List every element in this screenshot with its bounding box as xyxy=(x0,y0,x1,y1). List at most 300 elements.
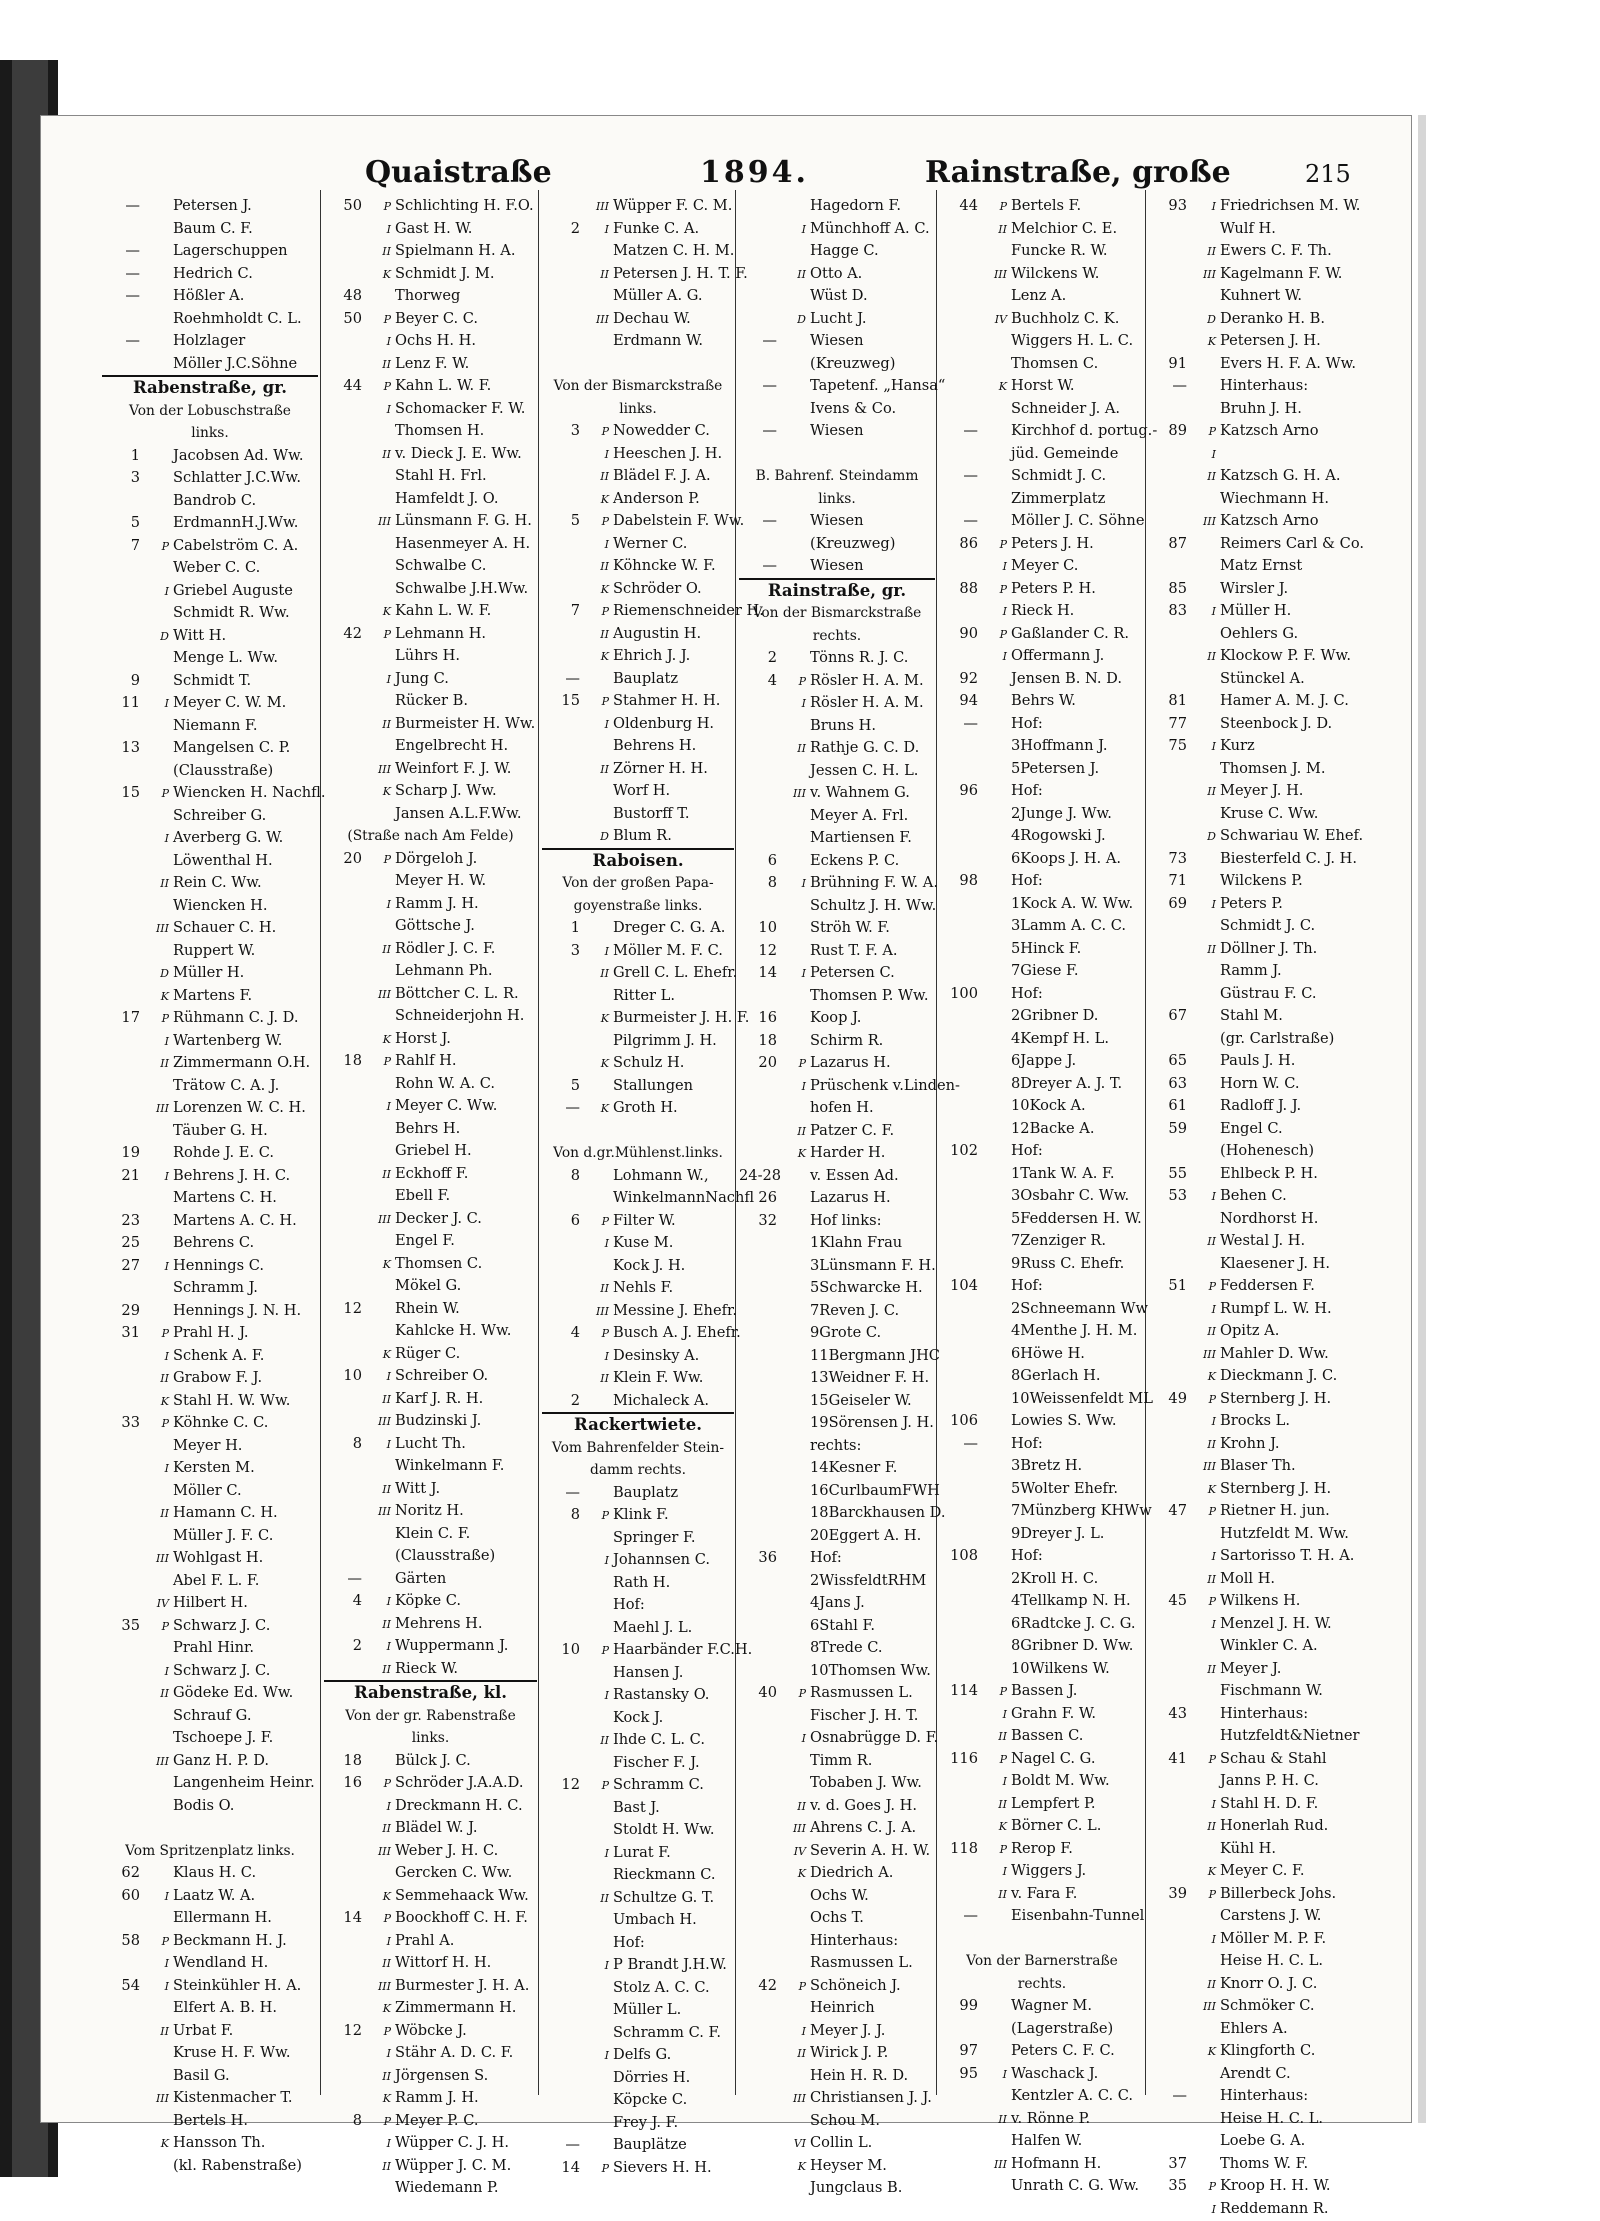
resident-name: ErdmannH.J.Ww. xyxy=(173,514,298,531)
house-number: 44 xyxy=(324,375,365,398)
directory-entry xyxy=(1149,1478,1407,1501)
resident-name: Feddersen F. xyxy=(1220,1277,1315,1294)
resident-name: Schmidt J. C. xyxy=(1011,467,1106,484)
resident-name: Boockhoff C. H. F. xyxy=(395,1909,528,1926)
directory-entry xyxy=(940,1478,1144,1501)
resident-name: Schmidt R. Ww. xyxy=(173,604,290,621)
resident-name: Rösler H. A. M. xyxy=(810,672,924,689)
floor-mark: I xyxy=(365,219,395,242)
house-number: 96 xyxy=(940,780,981,803)
resident-name: Zimmermann O.H. xyxy=(173,1054,310,1071)
house-number: — xyxy=(1149,2085,1190,2108)
resident-name: Bodis O. xyxy=(173,1797,234,1814)
resident-name: Kuhnert W. xyxy=(1220,287,1302,304)
directory-entry xyxy=(324,803,537,826)
house-number: 40 xyxy=(739,1682,780,1705)
resident-name: Oehlers G. xyxy=(1220,625,1298,642)
resident-name: Johannsen C. xyxy=(613,1551,710,1568)
floor-mark: P xyxy=(583,511,613,534)
house-number: 36 xyxy=(739,1547,780,1570)
resident-name: Müller A. G. xyxy=(613,287,703,304)
resident-name: Fischer F. J. xyxy=(613,1754,700,1771)
directory-entry xyxy=(102,353,318,376)
directory-entry xyxy=(940,803,1144,826)
resident-name: Buchholz C. K. xyxy=(1011,310,1119,327)
floor-mark: II xyxy=(583,264,613,287)
floor-mark: K xyxy=(365,264,395,287)
directory-entry xyxy=(102,308,318,331)
directory-entry xyxy=(1149,1793,1407,1816)
resident-name: Tobaben J. Ww. xyxy=(810,1774,922,1791)
house-number: 7 xyxy=(542,600,583,623)
directory-entry xyxy=(1149,1343,1407,1366)
resident-name: Engel C. xyxy=(1220,1120,1283,1137)
directory-entry xyxy=(324,1817,537,1840)
resident-name: Münchhoff A. C. xyxy=(810,220,930,237)
floor-mark: K xyxy=(1190,1479,1220,1502)
floor-mark: IV xyxy=(780,1841,810,1864)
resident-name: Engel F. xyxy=(395,1232,455,1249)
house-number: — xyxy=(940,713,981,736)
directory-entry xyxy=(1149,1928,1407,1951)
directory-entry xyxy=(542,1662,734,1685)
resident-name: Bertels F. xyxy=(1011,197,1081,214)
house-number: 47 xyxy=(1149,1500,1190,1523)
floor-mark: VI xyxy=(780,2133,810,2156)
directory-entry xyxy=(102,737,318,760)
directory-entry xyxy=(102,1345,318,1368)
house-number: 18 xyxy=(324,1050,365,1073)
directory-entry xyxy=(542,1774,734,1797)
directory-entry xyxy=(739,1997,935,2020)
resident-name: Eckens P. C. xyxy=(810,852,899,869)
directory-entry xyxy=(739,1525,935,1548)
directory-entry xyxy=(940,623,1144,646)
resident-name: Wuppermann J. xyxy=(395,1637,508,1654)
direction-note: Von der gr. Rabenstraße xyxy=(324,1705,537,1728)
directory-entry xyxy=(542,1007,734,1030)
directory-entry xyxy=(102,1187,318,1210)
directory-entry xyxy=(542,1819,734,1842)
directory-entry xyxy=(739,1322,935,1345)
directory-entry xyxy=(940,1095,1144,1118)
directory-entry xyxy=(940,1163,1144,1186)
floor-mark: P xyxy=(1190,1389,1220,1412)
column-rule xyxy=(936,190,937,2095)
floor-mark: P xyxy=(981,579,1011,602)
resident-name: Rathje G. C. D. xyxy=(810,739,919,756)
resident-name: Hutzfeldt M. Ww. xyxy=(1220,1525,1349,1542)
floor-mark: P xyxy=(583,1775,613,1798)
house-number: 19 xyxy=(102,1142,143,1165)
resident-name: Katzsch Arno xyxy=(1220,422,1319,439)
directory-entry xyxy=(739,1502,935,1525)
directory-entry xyxy=(1149,465,1407,488)
resident-name: Laatz W. A. xyxy=(173,1887,255,1904)
floor-mark: I xyxy=(1190,1299,1220,1322)
resident-name: Oldenburg H. xyxy=(613,715,714,732)
directory-entry xyxy=(739,1727,935,1750)
directory-entry xyxy=(940,1748,1144,1771)
house-number: 43 xyxy=(1149,1703,1190,1726)
directory-entry xyxy=(102,1210,318,1233)
directory-entry xyxy=(739,917,935,940)
floor-mark: K xyxy=(365,1254,395,1277)
resident-name: Otto A. xyxy=(810,265,862,282)
floor-mark: P xyxy=(143,1008,173,1031)
house-number: — xyxy=(102,240,143,263)
house-number: 6 xyxy=(739,850,780,873)
directory-entry xyxy=(940,1725,1144,1748)
directory-entry xyxy=(102,715,318,738)
page-number: 215 xyxy=(1305,160,1351,188)
direction-note: links. xyxy=(102,422,318,445)
directory-entry xyxy=(1149,2063,1407,2086)
resident-name: Wiesen xyxy=(810,512,864,529)
resident-name: Nehls F. xyxy=(613,1279,673,1296)
resident-name: Ivens & Co. xyxy=(810,400,896,417)
resident-name: Gödeke Ed. Ww. xyxy=(173,1684,293,1701)
resident-name: Bustorff T. xyxy=(613,805,689,822)
directory-entry xyxy=(324,1478,537,1501)
resident-name: Filter W. xyxy=(613,1212,676,1229)
resident-name: Severin A. H. W. xyxy=(810,1842,930,1859)
house-number: 10 xyxy=(739,917,780,940)
directory-entry xyxy=(102,467,318,490)
resident-name: Tschoepe J. F. xyxy=(173,1729,273,1746)
directory-entry xyxy=(542,1504,734,1527)
resident-name: Horst W. xyxy=(1011,377,1075,394)
house-number: — xyxy=(102,330,143,353)
directory-entry xyxy=(102,195,318,218)
directory-entry xyxy=(940,1005,1144,1028)
directory-entry xyxy=(940,1230,1144,1253)
resident-name: Langenheim Heinr. xyxy=(173,1774,315,1791)
house-number: 15 xyxy=(102,782,143,805)
house-number: 50 xyxy=(324,195,365,218)
floor-mark: IV xyxy=(143,1593,173,1616)
resident-name: 16CurlbaumFWH xyxy=(810,1482,940,1499)
directory-entry xyxy=(1149,330,1407,353)
floor-mark: I xyxy=(780,1076,810,1099)
floor-mark: K xyxy=(365,1344,395,1367)
floor-mark: P xyxy=(981,1839,1011,1862)
directory-entry xyxy=(739,285,935,308)
resident-name: Behen C. xyxy=(1220,1187,1287,1204)
house-number: 77 xyxy=(1149,713,1190,736)
directory-entry xyxy=(324,420,537,443)
resident-name: Schwariau W. Ehef. xyxy=(1220,827,1363,844)
resident-name: Hof: xyxy=(810,1549,842,1566)
floor-mark: K xyxy=(583,1098,613,1121)
directory-entry xyxy=(542,2134,734,2157)
floor-mark: III xyxy=(143,2088,173,2111)
street-heading: Raboisen. xyxy=(542,848,734,873)
house-number: 23 xyxy=(102,1210,143,1233)
directory-entry xyxy=(102,1277,318,1300)
street-heading: Rabenstraße, gr. xyxy=(102,375,318,400)
resident-name: Waschack J. xyxy=(1011,2065,1098,2082)
directory-entry xyxy=(739,1457,935,1480)
directory-entry xyxy=(324,983,537,1006)
resident-name: Matzen C. H. M. xyxy=(613,242,734,259)
directory-entry xyxy=(1149,1635,1407,1658)
directory-entry xyxy=(739,1277,935,1300)
directory-entry xyxy=(102,1457,318,1480)
directory-entry xyxy=(102,2155,318,2178)
floor-mark: K xyxy=(365,1886,395,1909)
resident-name: Brocks L. xyxy=(1220,1412,1290,1429)
floor-mark: K xyxy=(583,489,613,512)
resident-name: Carstens J. W. xyxy=(1220,1907,1321,1924)
resident-name: Schwarz J. C. xyxy=(173,1617,270,1634)
directory-entry xyxy=(739,1682,935,1705)
house-number: 100 xyxy=(940,983,981,1006)
directory-entry xyxy=(1149,398,1407,421)
directory-entry xyxy=(739,850,935,873)
directory-entry xyxy=(324,870,537,893)
directory-entry xyxy=(739,1547,935,1570)
directory-entry xyxy=(324,1568,537,1591)
directory-entry xyxy=(739,353,935,376)
resident-name: 19Sörensen J. H. xyxy=(810,1414,934,1431)
floor-mark: I xyxy=(365,399,395,422)
directory-entry xyxy=(940,420,1144,443)
directory-entry xyxy=(102,240,318,263)
floor-mark: II xyxy=(1190,241,1220,264)
floor-mark: K xyxy=(780,1863,810,1886)
directory-entry xyxy=(102,1907,318,1930)
house-number: 4 xyxy=(324,1590,365,1613)
resident-name: 2Kroll H. C. xyxy=(1011,1570,1098,1587)
resident-name: Hof: xyxy=(1011,782,1043,799)
directory-entry xyxy=(324,600,537,623)
resident-name: Ellermann H. xyxy=(173,1909,272,1926)
floor-mark: P xyxy=(583,2158,613,2181)
resident-name: Hagge C. xyxy=(810,242,879,259)
floor-mark: P xyxy=(365,2021,395,2044)
floor-mark: P xyxy=(365,1908,395,1931)
resident-name: Evers H. F. A. Ww. xyxy=(1220,355,1356,372)
resident-name: 7Giese F. xyxy=(1011,962,1079,979)
resident-name: 2WissfeldtRHM xyxy=(810,1572,926,1589)
resident-name: Lohmann W., xyxy=(613,1167,709,1184)
house-number: 16 xyxy=(739,1007,780,1030)
resident-name: Täuber G. H. xyxy=(173,1122,268,1139)
directory-entry xyxy=(940,1185,1144,1208)
resident-name: Michaleck A. xyxy=(613,1392,709,1409)
resident-name: Hof: xyxy=(1011,872,1043,889)
resident-name: Matz Ernst xyxy=(1220,557,1302,574)
direction-note: Vom Spritzenplatz links. xyxy=(102,1840,318,1863)
resident-name: Niemann F. xyxy=(173,717,258,734)
resident-name: Funcke R. W. xyxy=(1011,242,1108,259)
resident-name: Delfs G. xyxy=(613,2046,671,2063)
directory-entry xyxy=(739,1592,935,1615)
resident-name: Dabelstein F. Ww. xyxy=(613,512,744,529)
directory-entry xyxy=(1149,1275,1407,1298)
directory-entry xyxy=(324,735,537,758)
floor-mark: II xyxy=(365,2156,395,2179)
resident-name: Dörgeloh J. xyxy=(395,850,477,867)
directory-entry xyxy=(102,1975,318,1998)
resident-name: Mehrens H. xyxy=(395,1615,482,1632)
directory-entry xyxy=(739,1615,935,1638)
floor-mark: III xyxy=(780,2088,810,2111)
resident-name: Stallungen xyxy=(613,1077,693,1094)
directory-entry xyxy=(102,1862,318,1885)
resident-name: Hof: xyxy=(613,1596,645,1613)
resident-name: Mahler D. Ww. xyxy=(1220,1345,1329,1362)
resident-name: 7Münzberg KHWw xyxy=(1011,1502,1152,1519)
resident-name: Blädel W. J. xyxy=(395,1819,477,1836)
resident-name: Meyer J. J. xyxy=(810,2022,885,2039)
resident-name: 2Schneemann Ww xyxy=(1011,1300,1148,1317)
resident-name: v. d. Goes J. H. xyxy=(810,1797,917,1814)
directory-entry xyxy=(324,443,537,466)
house-number: 67 xyxy=(1149,1005,1190,1028)
resident-name: (kl. Rabenstraße) xyxy=(173,2157,302,2174)
floor-mark: I xyxy=(365,1591,395,1614)
resident-name: Meyer J. xyxy=(1220,1660,1281,1677)
directory-entry xyxy=(739,218,935,241)
resident-name: Baum C. F. xyxy=(173,220,253,237)
resident-name: Wittorf H. H. xyxy=(395,1954,491,1971)
resident-name: Möller J. C. Söhne xyxy=(1011,512,1144,529)
floor-mark: I xyxy=(1190,1546,1220,1569)
floor-mark: III xyxy=(1190,1456,1220,1479)
house-number: — xyxy=(739,330,780,353)
resident-name: jüd. Gemeinde xyxy=(1011,445,1118,462)
resident-name: Moll H. xyxy=(1220,1570,1275,1587)
resident-name: Ochs W. xyxy=(810,1887,869,1904)
floor-mark: P xyxy=(365,2111,395,2134)
floor-mark: K xyxy=(365,1029,395,1052)
directory-entry xyxy=(102,1075,318,1098)
directory-entry xyxy=(1149,1320,1407,1343)
floor-mark: P xyxy=(143,536,173,559)
directory-entry xyxy=(940,1050,1144,1073)
running-head-left: Quaistraße xyxy=(365,155,552,190)
floor-mark: I xyxy=(583,941,613,964)
resident-name: 8Gerlach H. xyxy=(1011,1367,1101,1384)
directory-entry xyxy=(940,533,1144,556)
floor-mark: P xyxy=(981,534,1011,557)
floor-mark: II xyxy=(583,963,613,986)
directory-entry xyxy=(1149,803,1407,826)
directory-entry xyxy=(1149,1118,1407,1141)
house-number: 60 xyxy=(102,1885,143,1908)
floor-mark: I xyxy=(143,1976,173,1999)
resident-name: v. Essen Ad. xyxy=(810,1167,899,1184)
resident-name: Hofmann H. xyxy=(1011,2155,1101,2172)
floor-mark: D xyxy=(780,309,810,332)
directory-entry xyxy=(940,1298,1144,1321)
house-number: 90 xyxy=(940,623,981,646)
directory-entry xyxy=(324,218,537,241)
resident-name: Kühl H. xyxy=(1220,1840,1276,1857)
resident-name: Wüpper F. C. M. xyxy=(613,197,732,214)
directory-entry xyxy=(739,1570,935,1593)
resident-name: Ahrens C. J. A. xyxy=(810,1819,916,1836)
directory-entry xyxy=(324,1862,537,1885)
floor-mark: P xyxy=(981,624,1011,647)
house-number: 98 xyxy=(940,870,981,893)
directory-entry xyxy=(940,443,1144,466)
resident-name: Winkler C. A. xyxy=(1220,1637,1318,1654)
floor-mark: I xyxy=(143,1346,173,1369)
floor-mark: II xyxy=(583,759,613,782)
directory-entry xyxy=(1149,1365,1407,1388)
resident-name: Averberg G. W. xyxy=(173,829,283,846)
resident-name: Bauplätze xyxy=(613,2136,687,2153)
resident-name: Nagel C. G. xyxy=(1011,1750,1095,1767)
resident-name: Desinsky A. xyxy=(613,1347,699,1364)
floor-mark: I xyxy=(583,1550,613,1573)
resident-name: Basil G. xyxy=(173,2067,230,2084)
resident-name: Güstrau F. C. xyxy=(1220,985,1317,1002)
resident-name: Meyer H. xyxy=(173,1437,242,1454)
house-number: 89 xyxy=(1149,420,1190,443)
resident-name: Hansson Th. xyxy=(173,2134,265,2151)
resident-name: Prahl Hinr. xyxy=(173,1639,254,1656)
floor-mark: K xyxy=(365,601,395,624)
house-number: 26 xyxy=(739,1187,780,1210)
resident-name: Semmehaack Ww. xyxy=(395,1887,529,1904)
resident-name: Jörgensen S. xyxy=(395,2067,488,2084)
directory-entry xyxy=(102,1570,318,1593)
house-number: 2 xyxy=(739,647,780,670)
resident-name: Loebe G. A. xyxy=(1220,2132,1305,2149)
house-number: 31 xyxy=(102,1322,143,1345)
directory-entry xyxy=(940,195,1144,218)
resident-name: Martens F. xyxy=(173,987,252,1004)
resident-name: 4Rogowski J. xyxy=(1011,827,1106,844)
street-heading: Rabenstraße, kl. xyxy=(324,1680,537,1705)
directory-entry xyxy=(1149,1590,1407,1613)
floor-mark: I xyxy=(143,1661,173,1684)
floor-mark: P xyxy=(780,1683,810,1706)
resident-name: 6Höwe H. xyxy=(1011,1345,1085,1362)
resident-name: Rastansky O. xyxy=(613,1686,709,1703)
directory-entry xyxy=(324,668,537,691)
resident-name: Steenbock J. D. xyxy=(1220,715,1332,732)
directory-entry xyxy=(102,2065,318,2088)
house-number: 62 xyxy=(102,1862,143,1885)
floor-mark: I xyxy=(1190,1411,1220,1434)
directory-entry xyxy=(102,782,318,805)
floor-mark: II xyxy=(1190,1434,1220,1457)
floor-mark: II xyxy=(981,2109,1011,2132)
resident-name: Erdmann W. xyxy=(613,332,703,349)
directory-entry xyxy=(1149,2085,1407,2108)
house-number: 69 xyxy=(1149,893,1190,916)
directory-entry xyxy=(940,645,1144,668)
house-number: 73 xyxy=(1149,848,1190,871)
directory-entry xyxy=(102,1952,318,1975)
floor-mark: III xyxy=(143,1548,173,1571)
directory-entry xyxy=(739,1367,935,1390)
resident-name: Thomsen C. xyxy=(395,1255,482,1272)
resident-name: Thorweg xyxy=(395,287,460,304)
directory-entry xyxy=(940,330,1144,353)
floor-mark: II xyxy=(365,1818,395,1841)
directory-entry xyxy=(1149,285,1407,308)
floor-mark: II xyxy=(780,738,810,761)
resident-name: Tapetenf. „Hansa“ xyxy=(810,377,945,394)
directory-entry xyxy=(739,1255,935,1278)
directory-entry xyxy=(739,2155,935,2178)
